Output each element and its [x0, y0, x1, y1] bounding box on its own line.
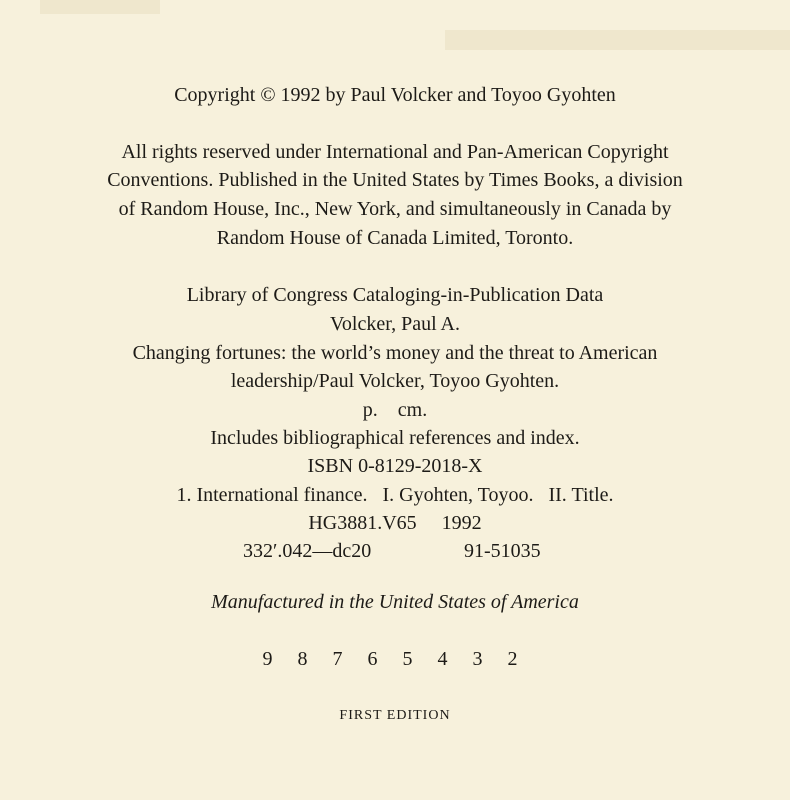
- cip-isbn: ISBN 0-8129-2018-X: [307, 455, 483, 477]
- cip-subjects: 1. International finance. I. Gyohten, Toyoo. II. Title.: [176, 484, 614, 506]
- rights-line-3: of Random House, Inc., New York, and simultaneously in Canada by: [118, 198, 672, 220]
- cip-heading: Library of Congress Cataloging-in-Publication Data: [186, 284, 604, 306]
- copyright-line: Copyright © 1992 by Paul Volcker and Toyoo Gyohten: [174, 84, 616, 106]
- manufactured-line: Manufactured in the United States of America: [211, 591, 579, 613]
- bleed-through-bar: [445, 30, 790, 50]
- cip-lccn: 91-51035: [464, 540, 541, 562]
- cip-pages: p. cm.: [362, 399, 428, 421]
- cip-title-line-2: leadership/Paul Volcker, Toyoo Gyohten.: [230, 370, 560, 392]
- rights-line-1: All rights reserved under International and Pan-American Copyright: [121, 141, 669, 163]
- cip-title-line-1: Changing fortunes: the world’s money and the threat to American: [132, 342, 658, 364]
- cip-author: Volcker, Paul A.: [330, 313, 460, 335]
- cip-notes: Includes bibliographical references and index.: [210, 427, 580, 449]
- edition-label: FIRST EDITION: [339, 708, 451, 723]
- printing-line: 9 8 7 6 5 4 3 2: [262, 648, 528, 670]
- rights-line-2: Conventions. Published in the United States by Times Books, a division: [107, 169, 683, 191]
- rights-line-4: Random House of Canada Limited, Toronto.: [216, 227, 574, 249]
- cip-dewey: 332′.042—dc20: [243, 540, 372, 562]
- bleed-through-bar: [40, 0, 160, 14]
- cip-call-number: HG3881.V65 1992: [308, 512, 482, 534]
